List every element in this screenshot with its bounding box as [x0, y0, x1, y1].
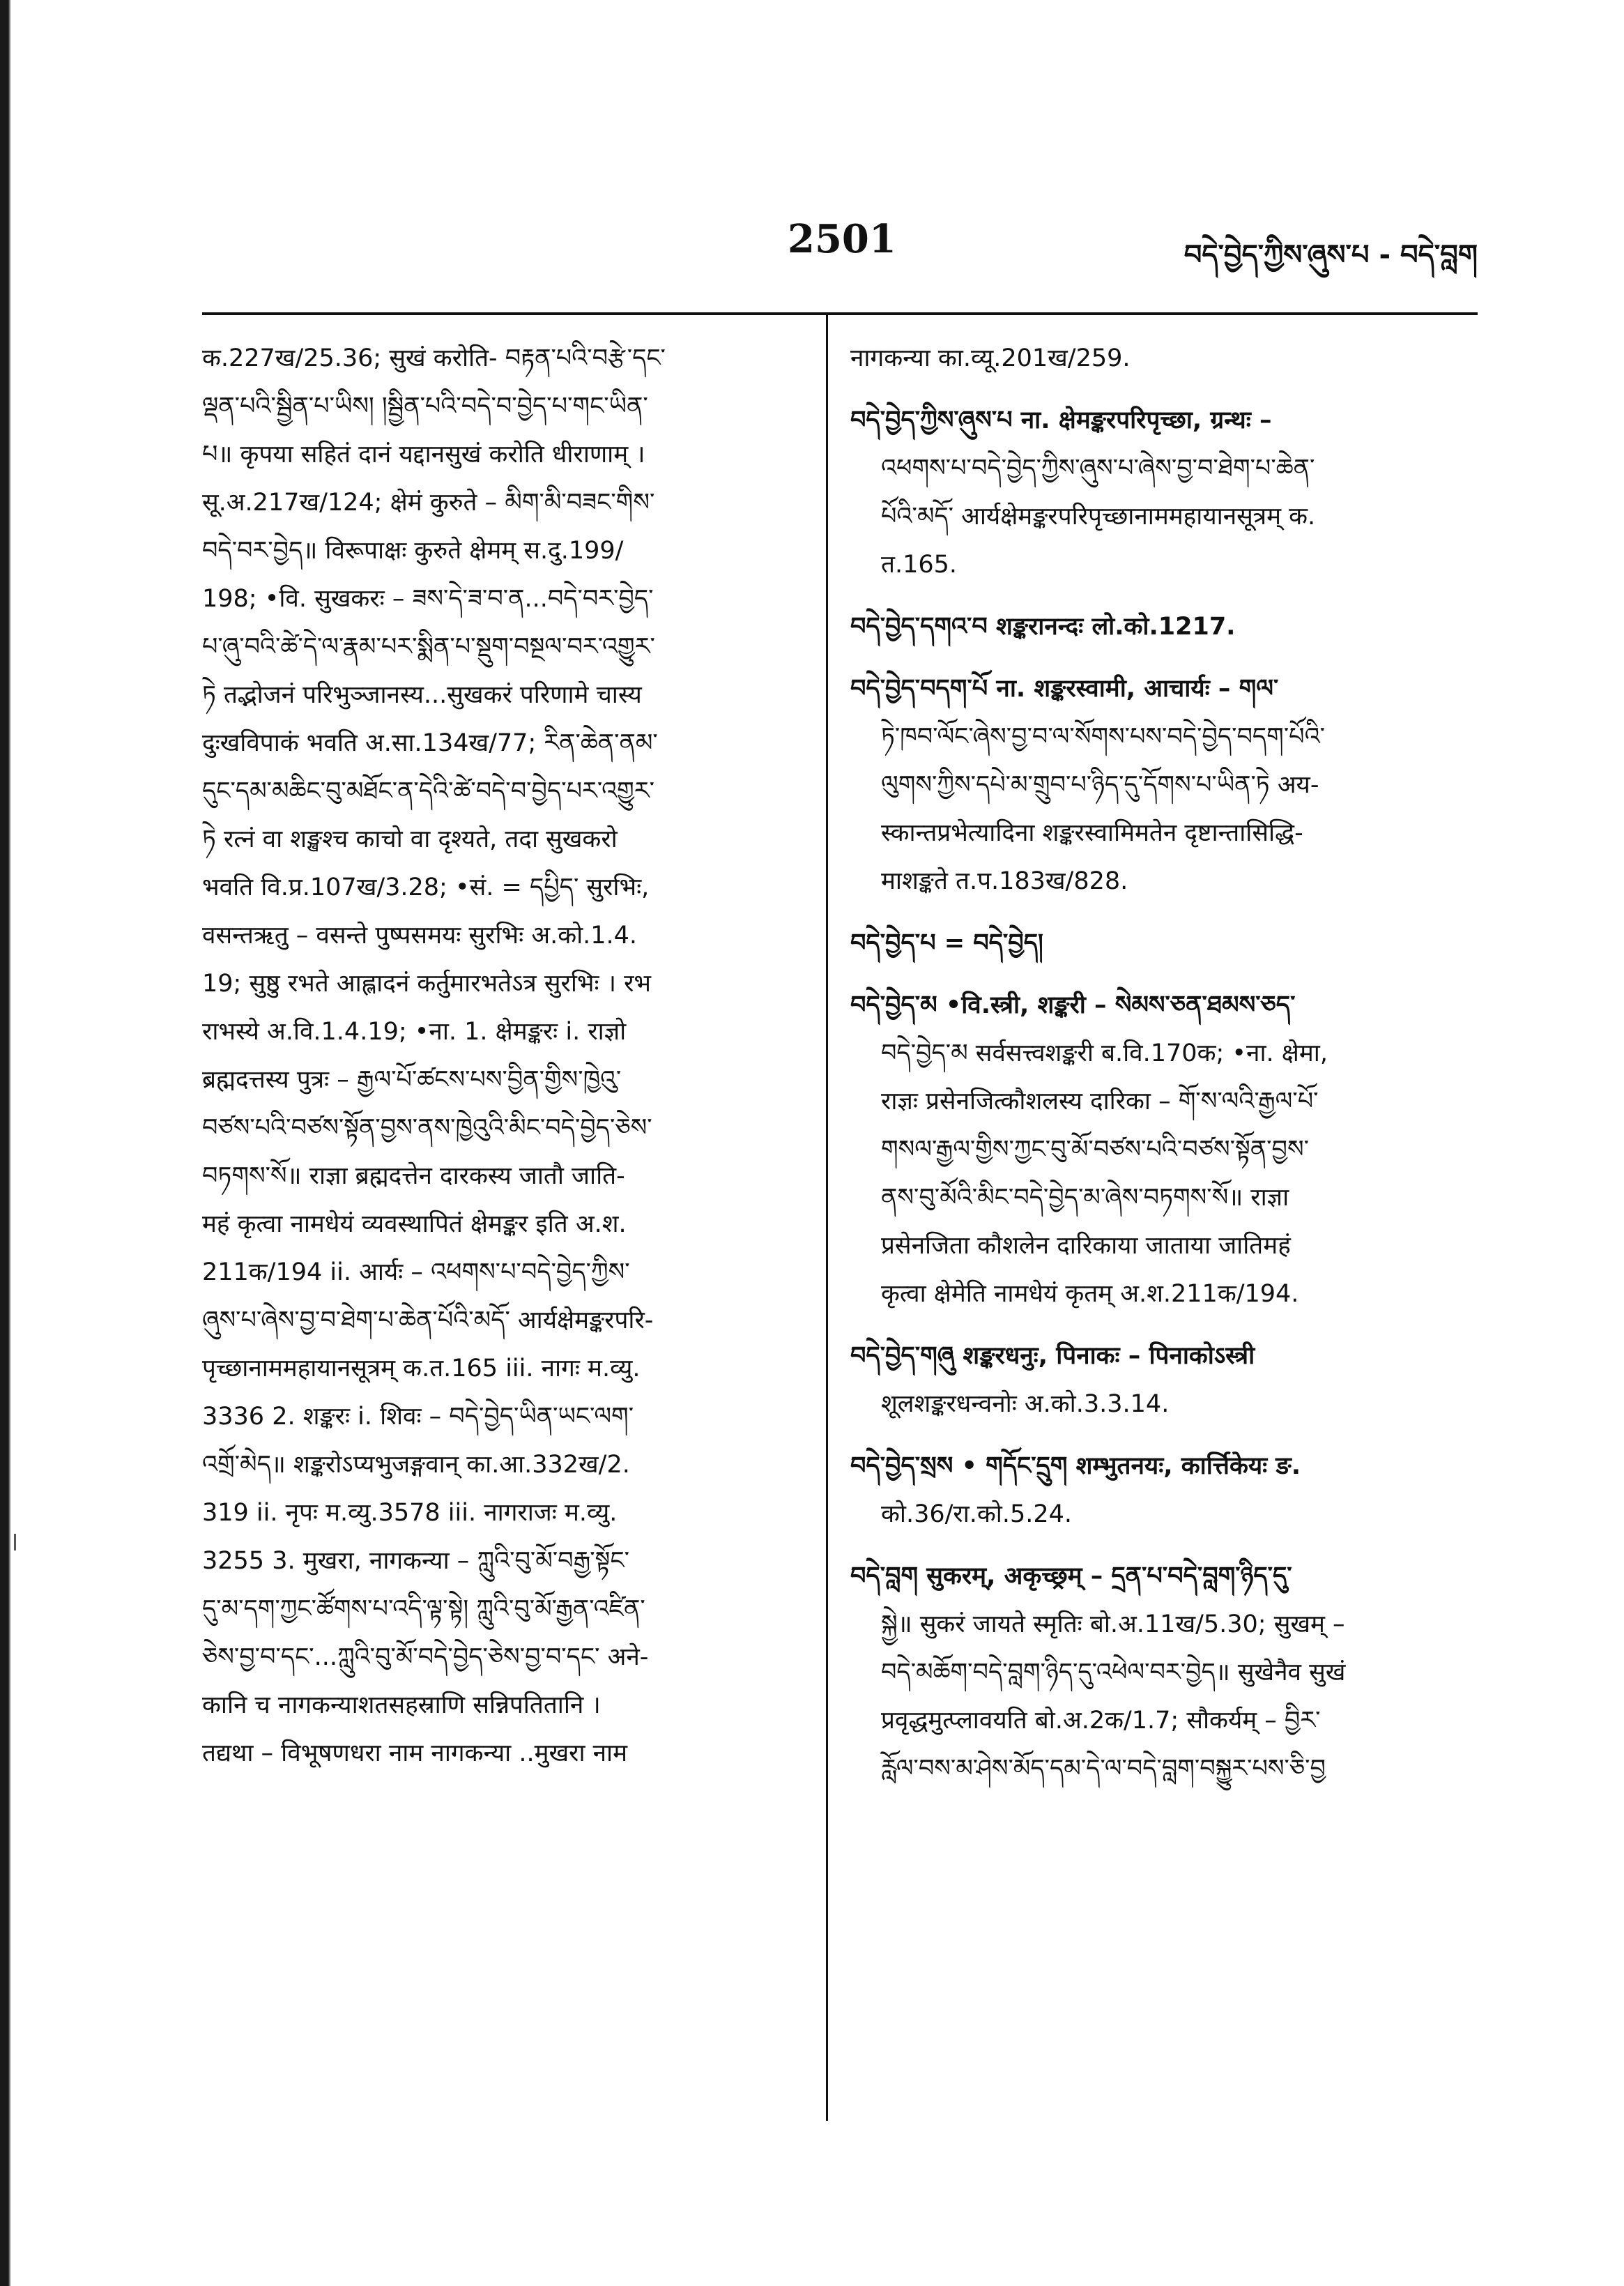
text-line: 3336 2. शङ्करः i. शिवः – བདེ་བྱེད་ཡིན་ཡང་ལག་ — [202, 1403, 634, 1431]
entry-text-line: शूलशङ्करधन्वनोः अ.को.3.3.14. — [881, 1390, 1170, 1418]
entry-headword-line: བདེ་བྱེད་མ •वि.स्त्री, शङ्करी – སེམས་ཅན་ཐམས་ཅད་ — [850, 991, 1296, 1019]
text-line: 211क/194 ii. आर्यः – འཕགས་པ་བདེ་བྱེད་ཀྱིས་ — [202, 1258, 630, 1286]
entry-text-line: བདེ་བྱེད་མ सर्वसत्त्वशङ्करी ब.वि.170क; •ना. क्षेमा, — [881, 1039, 1328, 1067]
entry-text-line: རློལ་བས་མ་ཤེས་མོད་དམ་དེ་ལ་བདེ་བླག་བསྐྱུར་པས་ཅི་བྱ — [881, 1755, 1326, 1783]
right-column — [850, 335, 1478, 1807]
text-line: 19; सुष्ठु रभते आह्लादनं कर्तुमारभतेऽत्र सुरभिः । रभ — [202, 970, 652, 998]
entry-text-line: ཏེ་ཁབ་ལོང་ཞེས་བྱ་བ་ལ་སོགས་པས་བདེ་བྱེད་བདག་པོའི་ — [881, 723, 1326, 751]
text-line: ཅེས་བྱ་བ་དང་...ཀླུའི་བུ་མོ་བདེ་བྱེད་ཅེས་བྱ་བ་དང་ अने- — [202, 1643, 649, 1671]
text-line: 198; •वि. सुखकरः – ཟས་དེ་ཟ་བ་ན...བདེ་བར་བྱེད་ — [202, 585, 654, 613]
page-header — [202, 209, 1478, 286]
entry-text-line: स्कान्तप्रभेत्यादिना शङ्करस्वामिमतेन दृष्टान्तासिद्धि- — [881, 819, 1303, 847]
text-line: ब्रह्मदत्तस्य पुत्रः – རྒྱལ་པོ་ཚངས་པས་བྱིན་གྱིས་ཁྱེའུ་ — [202, 1066, 622, 1094]
text-line: ཏེ तद्भोजनं परिभुञ्जानस्य...सुखकरं परिणामे चास्य — [202, 681, 642, 709]
left-column — [202, 335, 802, 1778]
dictionary-entry — [850, 1332, 1478, 1428]
text-line: पृच्छानाममहायानसूत्रम् क.त.165 iii. नागः म.व्यु. — [202, 1355, 641, 1382]
text-line: वसन्तऋतु – वसन्ते पुष्पसमयः सुरभिः अ.को.1.4. — [202, 922, 638, 950]
text-line: ཞུས་པ་ཞེས་བྱ་བ་ཐེག་པ་ཆེན་པོའི་མདོ་ आर्यक्षेमङ्करपरि- — [202, 1306, 654, 1334]
entry-text-line: གསལ་རྒྱལ་གྱིས་ཀྱང་བུ་མོ་བཙས་པའི་བཙས་སྟོན་བྱས་ — [881, 1136, 1309, 1164]
text-line: कानि च नागकन्याशतसहस्राणि सन्निपतितानि । — [202, 1691, 601, 1719]
text-line: ལྡན་པའི་སྦྱིན་པ་ཡིས། །སྦྱིན་པའི་བདེ་བ་བྱེད་པ་གང་ཡིན་ — [202, 393, 648, 420]
text-line: བདེ་བར་བྱེད॥ विरूपाक्षः कुरुते क्षेमम् स.दु.199/ — [202, 537, 624, 565]
entry-headword-line: བདེ་བྱེད་དགའ་བ शङ्करानन्दः लो.को.1217. — [850, 613, 1236, 641]
text-line: པ॥ कृपया सहितं दानं यद्दानसुखं करोति धीराणाम् । — [202, 441, 645, 468]
entry-text-line: नागकन्या का.व्यू.201ख/259. — [850, 344, 1131, 372]
text-line: 3255 3. मुखरा, नागकन्या – ཀླུའི་བུ་མོ་བརྒྱ་སྟོང་ — [202, 1547, 629, 1575]
text-line: सू.अ.217ख/124; क्षेमं कुरुते – མིག་མི་བཟང་གིས་ — [202, 489, 655, 517]
entry-headword-line: བདེ་བྱེད་བདག་པོ ना. शङ्करस्वामी, आचार्यः – གལ་ — [850, 675, 1279, 703]
text-line: महं कृत्वा नामधेयं व्यवस्थापितं क्षेमङ्कर इति अ.श. — [202, 1210, 627, 1238]
entry-text-line: པོའི་མདོ་ आर्यक्षेमङ्करपरिपृच्छानाममहायानसूत्रम् क. — [881, 503, 1316, 531]
running-head: བདེ་བྱེད་ཀྱིས་ཞུས་པ - བདེ་བླག — [1183, 239, 1478, 271]
text-line: བཏགས་སོ॥ राज्ञा ब्रह्मदत्तेन दारकस्य जातौ जाति- — [202, 1162, 625, 1190]
header-rule — [202, 312, 1478, 315]
text-line: ཏེ रत्नं वा शङ्खश्च काचो वा दृश्यते, तदा सुखकरो — [202, 825, 618, 853]
dictionary-entry — [850, 335, 1478, 383]
text-line: क.227ख/25.36; सुखं करोति- བརྟན་པའི་བརྩེ་དང་ — [202, 344, 666, 372]
text-line: བཙས་པའི་བཙས་སྟོན་བྱས་ནས་ཁྱེའུའི་མིང་བདེ་བྱེད་ཅེས་ — [202, 1114, 652, 1142]
text-line: दुःखविपाकं भवति अ.सा.134ख/77; རིན་ཆེན་ནམ་ — [202, 729, 658, 757]
entry-headword-line: བདེ་བྱེད་སྲས • གདོང་དྲུག शम्भुतनयः, कार्त्तिकेयः ङ. — [850, 1452, 1301, 1480]
entry-text-line: माशङ्कते त.प.183ख/828. — [881, 867, 1128, 895]
text-line: भवति वि.प्र.107ख/3.28; •सं. = དཔྱིད་ सुरभिः, — [202, 874, 650, 901]
text-line: འགྲོ་མེད॥ शङ्करोऽप्यभुजङ्गवान् का.आ.332ख/2. — [202, 1451, 630, 1479]
dictionary-entry — [850, 603, 1478, 651]
page-number: 2501 — [788, 216, 896, 262]
page-binding-edge — [0, 0, 11, 2286]
text-line: तद्यथा – विभूषणधरा नाम नागकन्या ..मुखरा नाम — [202, 1739, 628, 1767]
text-line: 319 ii. नृपः म.व्यु.3578 iii. नागराजः म.व्यु. — [202, 1499, 618, 1527]
entry-text-line: त.165. — [881, 551, 958, 579]
dictionary-entry — [850, 1553, 1478, 1793]
entry-text-line: प्रसेनजिता कौशलेन दारिकाया जाताया जातिमहं — [881, 1232, 1291, 1260]
entry-headword-line: བདེ་བྱེད་ཀྱིས་ཞུས་པ ना. क्षेमङ्करपरिपृच्छा, ग्रन्थः – — [850, 406, 1272, 434]
entry-headword-line: བདེ་བྱེད་གཞུ शङ्करधनुः, पिनाकः – पिनाकोऽस्त्री — [850, 1342, 1255, 1370]
entry-headword-line: བདེ་བླག सुकरम्, अकृच्छ्रम् – དྲན་པ་བདེ་བླག་ཉིད་དུ་ — [850, 1562, 1292, 1590]
entry-text-line: འཕགས་པ་བདེ་བྱེད་ཀྱིས་ཞུས་པ་ཞེས་བྱ་བ་ཐེག་པ་ཆེན་ — [881, 455, 1315, 482]
text-line: དུང་དམ་མཆིང་བུ་མཐོང་ན་དེའི་ཚེ་བདེ་བ་བྱེད་པར་འགྱུར་ — [202, 777, 654, 805]
column-divider — [826, 315, 828, 2121]
entry-text-line: ནས་བུ་མོའི་མིང་བདེ་བྱེད་མ་ཞེས་བཏགས་སོ॥ राज्ञा — [881, 1184, 1289, 1212]
entry-text-line: राज्ञः प्रसेनजित्कौशलस्य दारिका – གོ་ས་ལའི་རྒྱལ་པོ་ — [881, 1088, 1319, 1115]
entry-text-line: प्रवृद्धमुत्प्लावयति बो.अ.2क/1.7; सौकर्यम् – བྱིར་ — [881, 1707, 1321, 1735]
scan-mark — [14, 1534, 16, 1550]
dictionary-entry — [850, 665, 1478, 906]
entry-text-line: བདེ་མཆོག་བདེ་བླག་ཉིད་དུ་འཕེལ་བར་བྱེད॥ सुखेनैव सुखं — [881, 1659, 1346, 1686]
entry-text-line: को.36/रा.को.5.24. — [881, 1500, 1073, 1528]
entry-text-line: कृत्वा क्षेमेति नामधेयं कृतम् अ.श.211क/194. — [881, 1280, 1299, 1308]
text-line: དུ་མ་དག་ཀྱང་ཚོགས་པ་འདི་ལྟ་སྟེ། ཀླུའི་བུ་མོ་རྒྱན་འཛིན་ — [202, 1595, 645, 1623]
text-line: राभस्ये अ.वि.1.4.19; •ना. 1. क्षेमङ्करः i. राज्ञो — [202, 1018, 627, 1046]
dictionary-entry — [850, 1442, 1478, 1539]
entry-text-line: སྐྱེ॥ सुकरं जायते स्मृतिः बो.अ.11ख/5.30; सुखम् – — [881, 1610, 1345, 1638]
dictionary-entry — [850, 982, 1478, 1318]
dictionary-entry — [850, 397, 1478, 589]
entry-text-line: ལུགས་ཀྱིས་དཔེ་མ་གྲུབ་པ་ཉིད་དུ་དོགས་པ་ཡིན་ཏེ अय- — [881, 771, 1319, 799]
dictionary-entry — [850, 920, 1478, 968]
entry-headword-line: བདེ་བྱེད་པ = བདེ་བྱེད། — [850, 929, 1043, 957]
text-line: པ་ཞུ་བའི་ཚེ་དེ་ལ་རྣམ་པར་སྨིན་པ་སྡུག་བསྔལ་བར་འགྱུར་ — [202, 633, 655, 661]
